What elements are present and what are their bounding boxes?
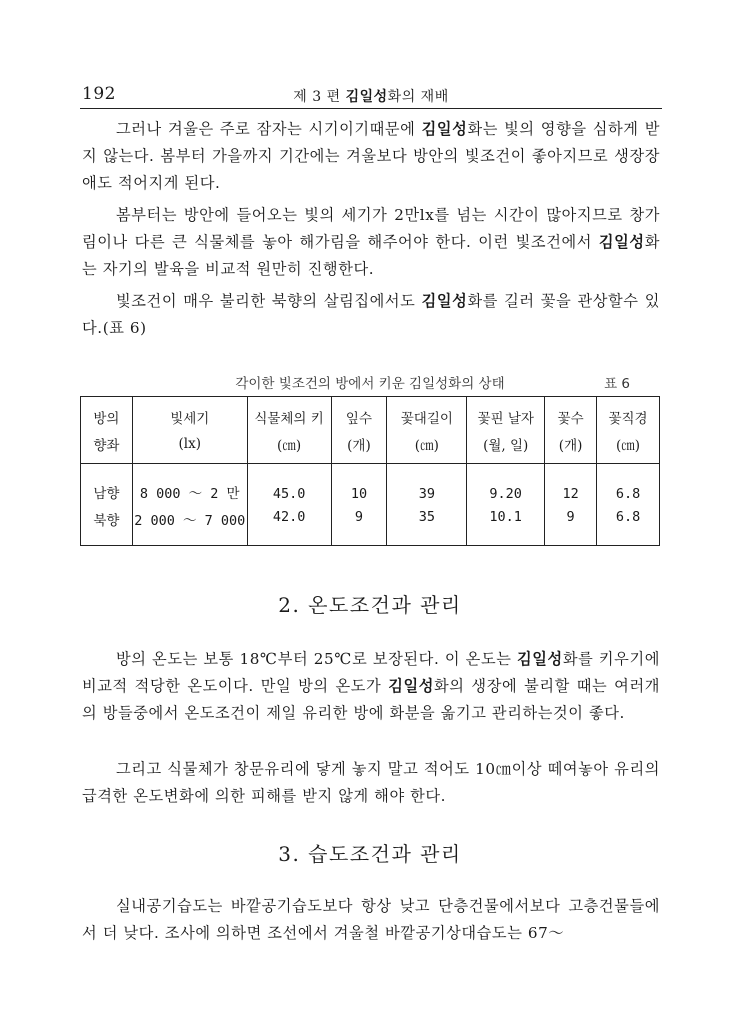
paragraph-text: 화를 키우기에 비교적 적당한 온도이다. 만일 방의 온도가 <box>82 650 660 695</box>
header-cell: 식물체의 키 <box>247 397 331 430</box>
header-cell: 빛세기 <box>132 397 247 430</box>
table-cell: 10.1 <box>467 505 545 545</box>
highlighted-name: 김일성 <box>421 120 468 138</box>
header-rule <box>80 108 662 109</box>
running-title-highlight: 김일성 <box>345 89 388 105</box>
table-cell: 45.0 <box>247 464 331 506</box>
table-cell: 9 <box>331 505 387 545</box>
paragraph-text: 화는 자기의 발육을 비교적 원만히 진행한다. <box>82 233 660 278</box>
header-cell: 꽃직경 <box>597 397 660 430</box>
paragraph-1 <box>82 116 660 197</box>
table-row <box>81 505 660 545</box>
table-cell: 2 000 ～ 7 000 <box>132 505 247 545</box>
highlighted-name: 김일성 <box>421 292 468 310</box>
table-row <box>81 464 660 506</box>
running-title-rest: 화의 재배 <box>387 89 449 105</box>
table-cell: 6.8 <box>597 464 660 506</box>
table-cell: 39 <box>387 464 467 506</box>
header-unit-cell: (㎝) <box>387 429 467 464</box>
table-cell: 12 <box>545 464 597 506</box>
header-cell: 꽃핀 날자 <box>467 397 545 430</box>
header-unit-cell: (㎝) <box>597 429 660 464</box>
paragraph-text: 실내공기습도는 바깥공기습도보다 항상 낮고 단층건물에서보다 고층건물들에서 더 낮다. 조사에 의하면 조선에서 겨울철 바깥공기상대습도는 67～ <box>82 897 660 942</box>
data-table <box>80 396 660 546</box>
table-title: 각이한 빛조건의 방에서 키운 김일성화의 상태 <box>235 376 505 392</box>
header-unit-cell: (개) <box>545 429 597 464</box>
paragraph-text: 화의 생장에 불리할 때는 여러개의 방들중에서 온도조건이 제일 유리한 방에 화분을 옮기고 관리하는것이 좋다. <box>82 677 660 722</box>
highlighted-name: 김일성 <box>517 650 563 668</box>
table-number: 표 6 <box>604 376 630 392</box>
paragraph-text: 봄부터는 방안에 들어오는 빛의 세기가 2만lx를 넘는 시간이 많아지므로 창가림이나 다른 큰 식물체를 놓아 해가림을 해주어야 한다. 이런 빛조건에서 <box>82 206 660 251</box>
header-cell: 꽃수 <box>545 397 597 430</box>
header-cell: 방의 <box>81 397 133 430</box>
table-cell: 35 <box>387 505 467 545</box>
table-cell: 9 <box>545 505 597 545</box>
header-cell: 잎수 <box>331 397 387 430</box>
header-unit-cell: (월, 일) <box>467 429 545 464</box>
section-heading-humidity: 3. 습도조건과 관리 <box>278 842 462 866</box>
table-cell: 남향 <box>81 464 133 506</box>
paragraph-3 <box>82 288 660 342</box>
paragraph-text: 그리고 식물체가 창문유리에 닿게 놓지 말고 적어도 10㎝이상 떼여놓아 유리의 급격한 온도변화에 의한 피해를 받지 않게 해야 한다. <box>82 760 660 805</box>
paragraph-text: 방의 온도는 보통 18℃부터 25℃로 보장된다. 이 온도는 <box>116 650 518 668</box>
header-unit-cell: 향좌 <box>81 429 133 464</box>
table-header-row-bottom <box>81 429 660 464</box>
paragraph-5 <box>82 756 660 810</box>
header-unit-cell: (㎝) <box>247 429 331 464</box>
highlighted-name: 김일성 <box>598 233 645 251</box>
section-heading-temperature: 2. 온도조건과 관리 <box>278 593 462 617</box>
header-unit-cell: (개) <box>331 429 387 464</box>
header-cell: 꽃대길이 <box>387 397 467 430</box>
table-cell: 8 000 ～ 2 만 <box>132 464 247 506</box>
paragraph-4 <box>82 646 660 727</box>
header-unit-cell: (lx) <box>132 429 247 464</box>
table-header-row-top <box>81 397 660 430</box>
table-cell: 6.8 <box>597 505 660 545</box>
paragraph-6 <box>82 893 660 947</box>
table-caption <box>80 372 660 392</box>
paragraph-text: 화는 빛의 영향을 심하게 받지 않는다. 봄부터 가을까지 기간에는 겨울보다 방안의 빛조건이 좋아지므로 생장장애도 적어지게 된다. <box>82 120 660 192</box>
table-cell: 북향 <box>81 505 133 545</box>
running-title <box>80 86 662 106</box>
table-cell: 42.0 <box>247 505 331 545</box>
paragraph-2 <box>82 202 660 283</box>
paragraph-text: 그러나 겨울은 주로 잠자는 시기이기때문에 <box>116 120 422 138</box>
page-number: 192 <box>82 84 116 104</box>
highlighted-name: 김일성 <box>388 677 435 695</box>
table-cell: 10 <box>331 464 387 506</box>
part-label: 제 3 편 <box>293 89 341 105</box>
paragraph-text: 빛조건이 매우 불리한 북향의 살림집에서도 <box>116 292 422 310</box>
paragraph-text: 화를 길러 꽃을 관상할수 있다.(표 6) <box>82 292 660 337</box>
table-cell: 9.20 <box>467 464 545 506</box>
page-header <box>80 84 662 106</box>
